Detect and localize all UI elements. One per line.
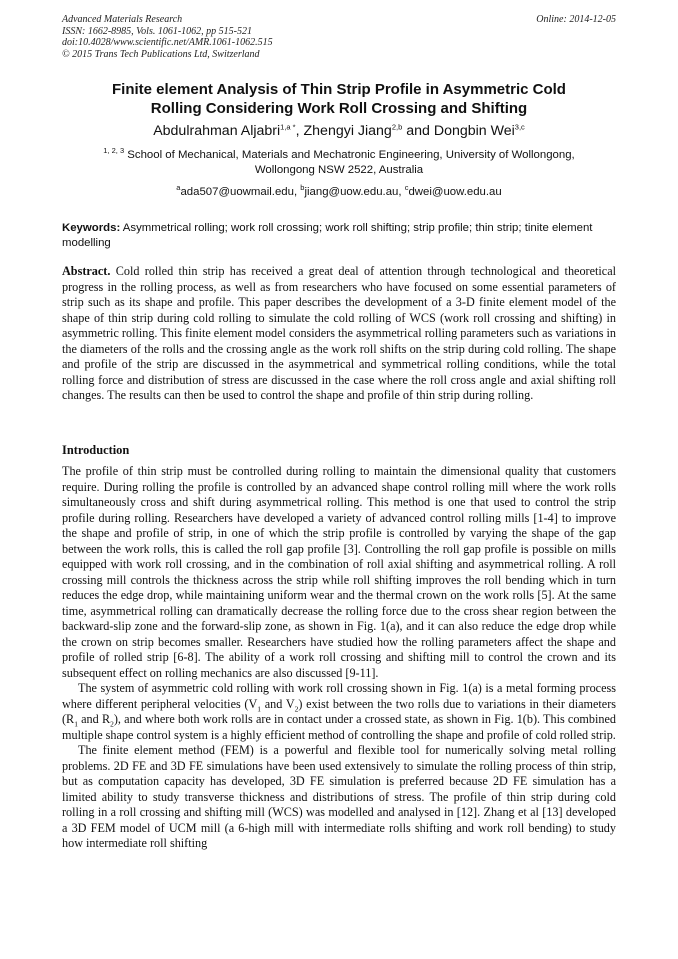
keywords-section [62,221,616,251]
email-a-mark: a [176,183,181,193]
v1-subscript: 1 [257,703,262,713]
issn-line: ISSN: 1662-8985, Vols. 1061-1062, pp 515-521 [62,25,252,37]
copyright-line: © 2015 Trans Tech Publications Ltd, Switzerland [62,48,260,60]
v2-subscript: 2 [294,703,299,713]
email-c: dwei@uow.edu.au [408,186,502,198]
author-2-affil-mark: 2,b [391,122,403,132]
online-date: Online: 2014-12-05 [536,14,616,25]
author-3-affil-mark: 3,c [514,122,525,132]
author-list [62,122,616,140]
affiliation-text: School of Mechanical, Materials and Mechatronic Engineering, University of Wollongong, Wollongong NSW 2522, Australia [124,149,575,176]
p2-text-b: and V [261,696,295,711]
p2-text-c: ) exist between the two rolls due to variations in their diameters (R [62,696,616,726]
introduction-heading: Introduction [62,443,130,457]
author-1: Abdulrahman Aljabri [153,123,281,139]
author-2: , Zhengyi Jiang [295,123,392,139]
author-3: and Dongbin Wei [402,123,515,139]
doi-line: doi:10.4028/www.scientific.net/AMR.1061-1062.515 [62,37,273,48]
email-c-mark: c [404,183,409,193]
title-line-1: Finite element Analysis of Thin Strip Profile in Asymmetric Cold [112,81,566,98]
p2-text-e: ), and where both work rolls are in contact under a crossed state, as shown in Fig. 1(b). This combined multiple shape control system is a highly efficient method of controlling the shape and profile of cold rolled strip. [62,712,616,742]
intro-paragraph-3: The finite element method (FEM) is a powerful and flexible tool for numerically solving metal rolling problems. 2D FE and 3D FE simulations have been used extensively to simulate the rolling process of thin strip, but as computation capacity has developed, 3D FE simulation is preferred because 2D FE simulation has a limited ability to study transverse thickness and distributions of stress. The profile of thin strip during cold rolling in a roll crossing and shifting mill (WCS) was modelled and analysed in [12]. Zhang et al [13] developed a 3D FEM model of UCM mill (a 6-high mill with intermediate rolls shifting and work roll bending) to study how intermediate roll shifting [62,743,616,850]
p2-text-d: and R [77,712,111,726]
email-a: ada507@uowmail.edu, [180,186,301,198]
r2-subscript: 2 [110,719,114,729]
introduction-body [62,464,616,852]
author-1-affil-mark: 1,a * [280,122,296,132]
title-line-2: Rolling Considering Work Roll Crossing and Shifting [150,100,528,117]
email-b: jiang@uow.edu.au, [304,186,405,198]
affiliation-mark: 1, 2, 3 [103,146,125,156]
email-b-mark: b [300,183,305,193]
intro-paragraph-2 [62,681,616,743]
r1-subscript: 1 [74,719,78,729]
keywords-label: Keywords: [62,222,121,234]
paper-title [62,80,616,118]
abstract-text: Cold rolled thin strip has received a great deal of attention through technological and theoretical progress in the rolling process, as well as from researchers who have focused on some essential parameters of strip such as its shape and profile. This paper describes the development of a 3-D finite element model of the shape of thin strip during cold rolling to simulate the cold rolling of WCS (work roll crossing and shifting) in asymmetric rolling. This finite element model considers the asymmetrical rolling parameters such as variations in the diameters of the rolls and the crossing angle as the work roll shifts on the strip during cold rolling. The shape and profile of the strip are discussed in the asymmetrical and symmetrical rolling conditions, while the total rolling force and distribution of stress are discussed in the case where the roll cross angle and axial shifting roll changes. The results can then be used to control the shape and profile of thin strip during rolling. [62,264,616,402]
abstract-section [62,264,616,404]
affiliation [72,148,606,178]
keywords-text: Asymmetrical rolling; work roll crossing; work roll shifting; strip profile; thin strip; tinite element modelling [62,222,593,249]
journal-name: Advanced Materials Research [62,14,183,25]
abstract-label: Abstract. [62,264,111,278]
intro-paragraph-1: The profile of thin strip must be controlled during rolling to maintain the dimensional quality that customers require. During rolling the profile is controlled by an advanced shape control rolling mill where the work rolls simultaneously cross and shift during asymmetrical rolling. This method is one that used to control the strip profile during rolling. Researchers have developed a variety of advanced control rolling mills [1-4] to improve the shape and profile of strip, in one of which the strip profile is controlled by varying the shape of the gap between the work rolls, this is called the roll gap profile [3]. Controlling the roll gap profile is possible on mills equipped with work roll crossing, and in the combination of roll axial shifting and asymmetrical rolling. A roll crossing mill controls the thickness across the strip while roll shifting improves the roll bending which in turn reduces the edge drop, while maintaining uniform wear and the thermal crown on the work rolls [5]. At the same time, asymmetrical rolling can dramatically decrease the rolling force due to the cross shear region between the backward-slip zone and the forward-slip zone, as shown in Fig. 1(a), and it can also reduce the edge drop while the crown on strip becomes smaller. Researchers have studied how the rolling parameters affect the shape and profile of rolled strip [6-8]. The ability of a work roll crossing and shifting mill to control the crown and its subsequent effect on rolling mechanics are also discussed [9-11]. [62,464,616,680]
p2-text-a: The system of asymmetric cold rolling with work roll crossing shown in Fig. 1(a) is a metal forming process where different peripheral velocities (V [62,681,616,711]
journal-header [62,14,273,60]
author-emails [62,185,616,200]
